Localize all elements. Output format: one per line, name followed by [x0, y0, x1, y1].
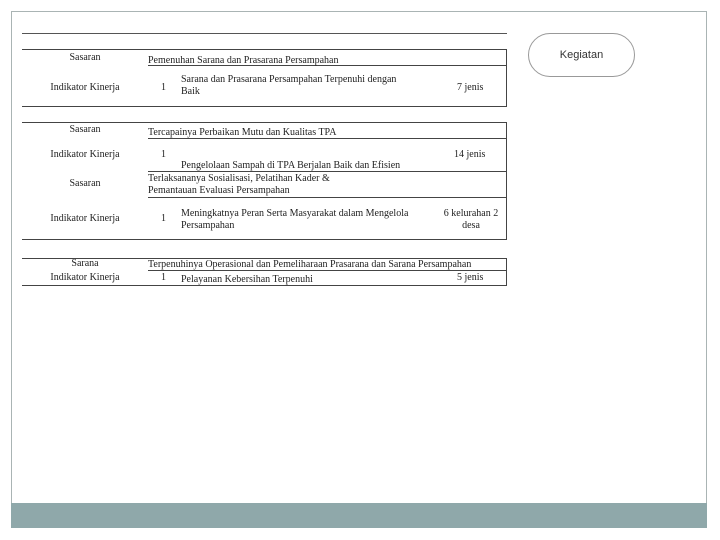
sasaran-label: Sasaran [69, 124, 101, 135]
target-value: desa [462, 220, 480, 231]
sasaran-text: Terpenuhinya Operasional dan Pemeliharaan Prasarana dan Sarana Persampahan [148, 259, 472, 270]
table-rule [148, 197, 507, 198]
indikator-text: Pelayanan Kebersihan Terpenuhi [181, 274, 313, 285]
sasaran-text: Pemenuhan Sarana dan Prasarana Persampahan [148, 55, 339, 66]
sasaran-label: Sasaran [69, 52, 101, 63]
indikator-label: Indikator Kinerja [50, 213, 120, 224]
indikator-text: Persampahan [181, 220, 235, 231]
kegiatan-label: Kegiatan [559, 49, 604, 61]
table-rule [22, 122, 507, 123]
table-rule [506, 258, 507, 286]
footer-bar [11, 503, 707, 528]
indikator-label: Indikator Kinerja [50, 149, 120, 160]
indikator-text: Meningkatnya Peran Serta Masyarakat dalam Mengelola [181, 208, 409, 219]
sasaran-text: Terlaksananya Sosialisasi, Pelatihan Kader & [148, 173, 330, 184]
indikator-text: Sarana dan Prasarana Persampahan Terpenuhi dengan [181, 74, 397, 85]
indikator-number: 1 [161, 213, 166, 224]
table-rule [506, 49, 507, 107]
target-value: 14 jenis [454, 149, 486, 160]
sasaran-text: Pemantauan Evaluasi Persampahan [148, 185, 290, 196]
indikator-number: 1 [161, 149, 166, 160]
sasaran-label: Sarana [71, 258, 99, 269]
indikator-label: Indikator Kinerja [50, 82, 120, 93]
table-rule [22, 106, 507, 107]
sasaran-label: Sasaran [69, 178, 101, 189]
table-rule [22, 49, 507, 50]
indikator-text: Baik [181, 86, 200, 97]
top-rule [22, 33, 507, 34]
indikator-label: Indikator Kinerja [50, 272, 120, 283]
sasaran-text: Tercapainya Perbaikan Mutu dan Kualitas TPA [148, 127, 337, 138]
table-rule [22, 239, 507, 240]
kegiatan-badge [528, 33, 635, 77]
indikator-number: 1 [161, 272, 166, 283]
table-rule [506, 122, 507, 240]
target-value: 7 jenis [457, 82, 484, 93]
target-value: 5 jenis [457, 272, 484, 283]
indikator-text: Pengelolaan Sampah di TPA Berjalan Baik dan Efisien [181, 160, 401, 171]
target-value: 6 kelurahan 2 [443, 208, 499, 219]
indikator-number: 1 [161, 82, 166, 93]
